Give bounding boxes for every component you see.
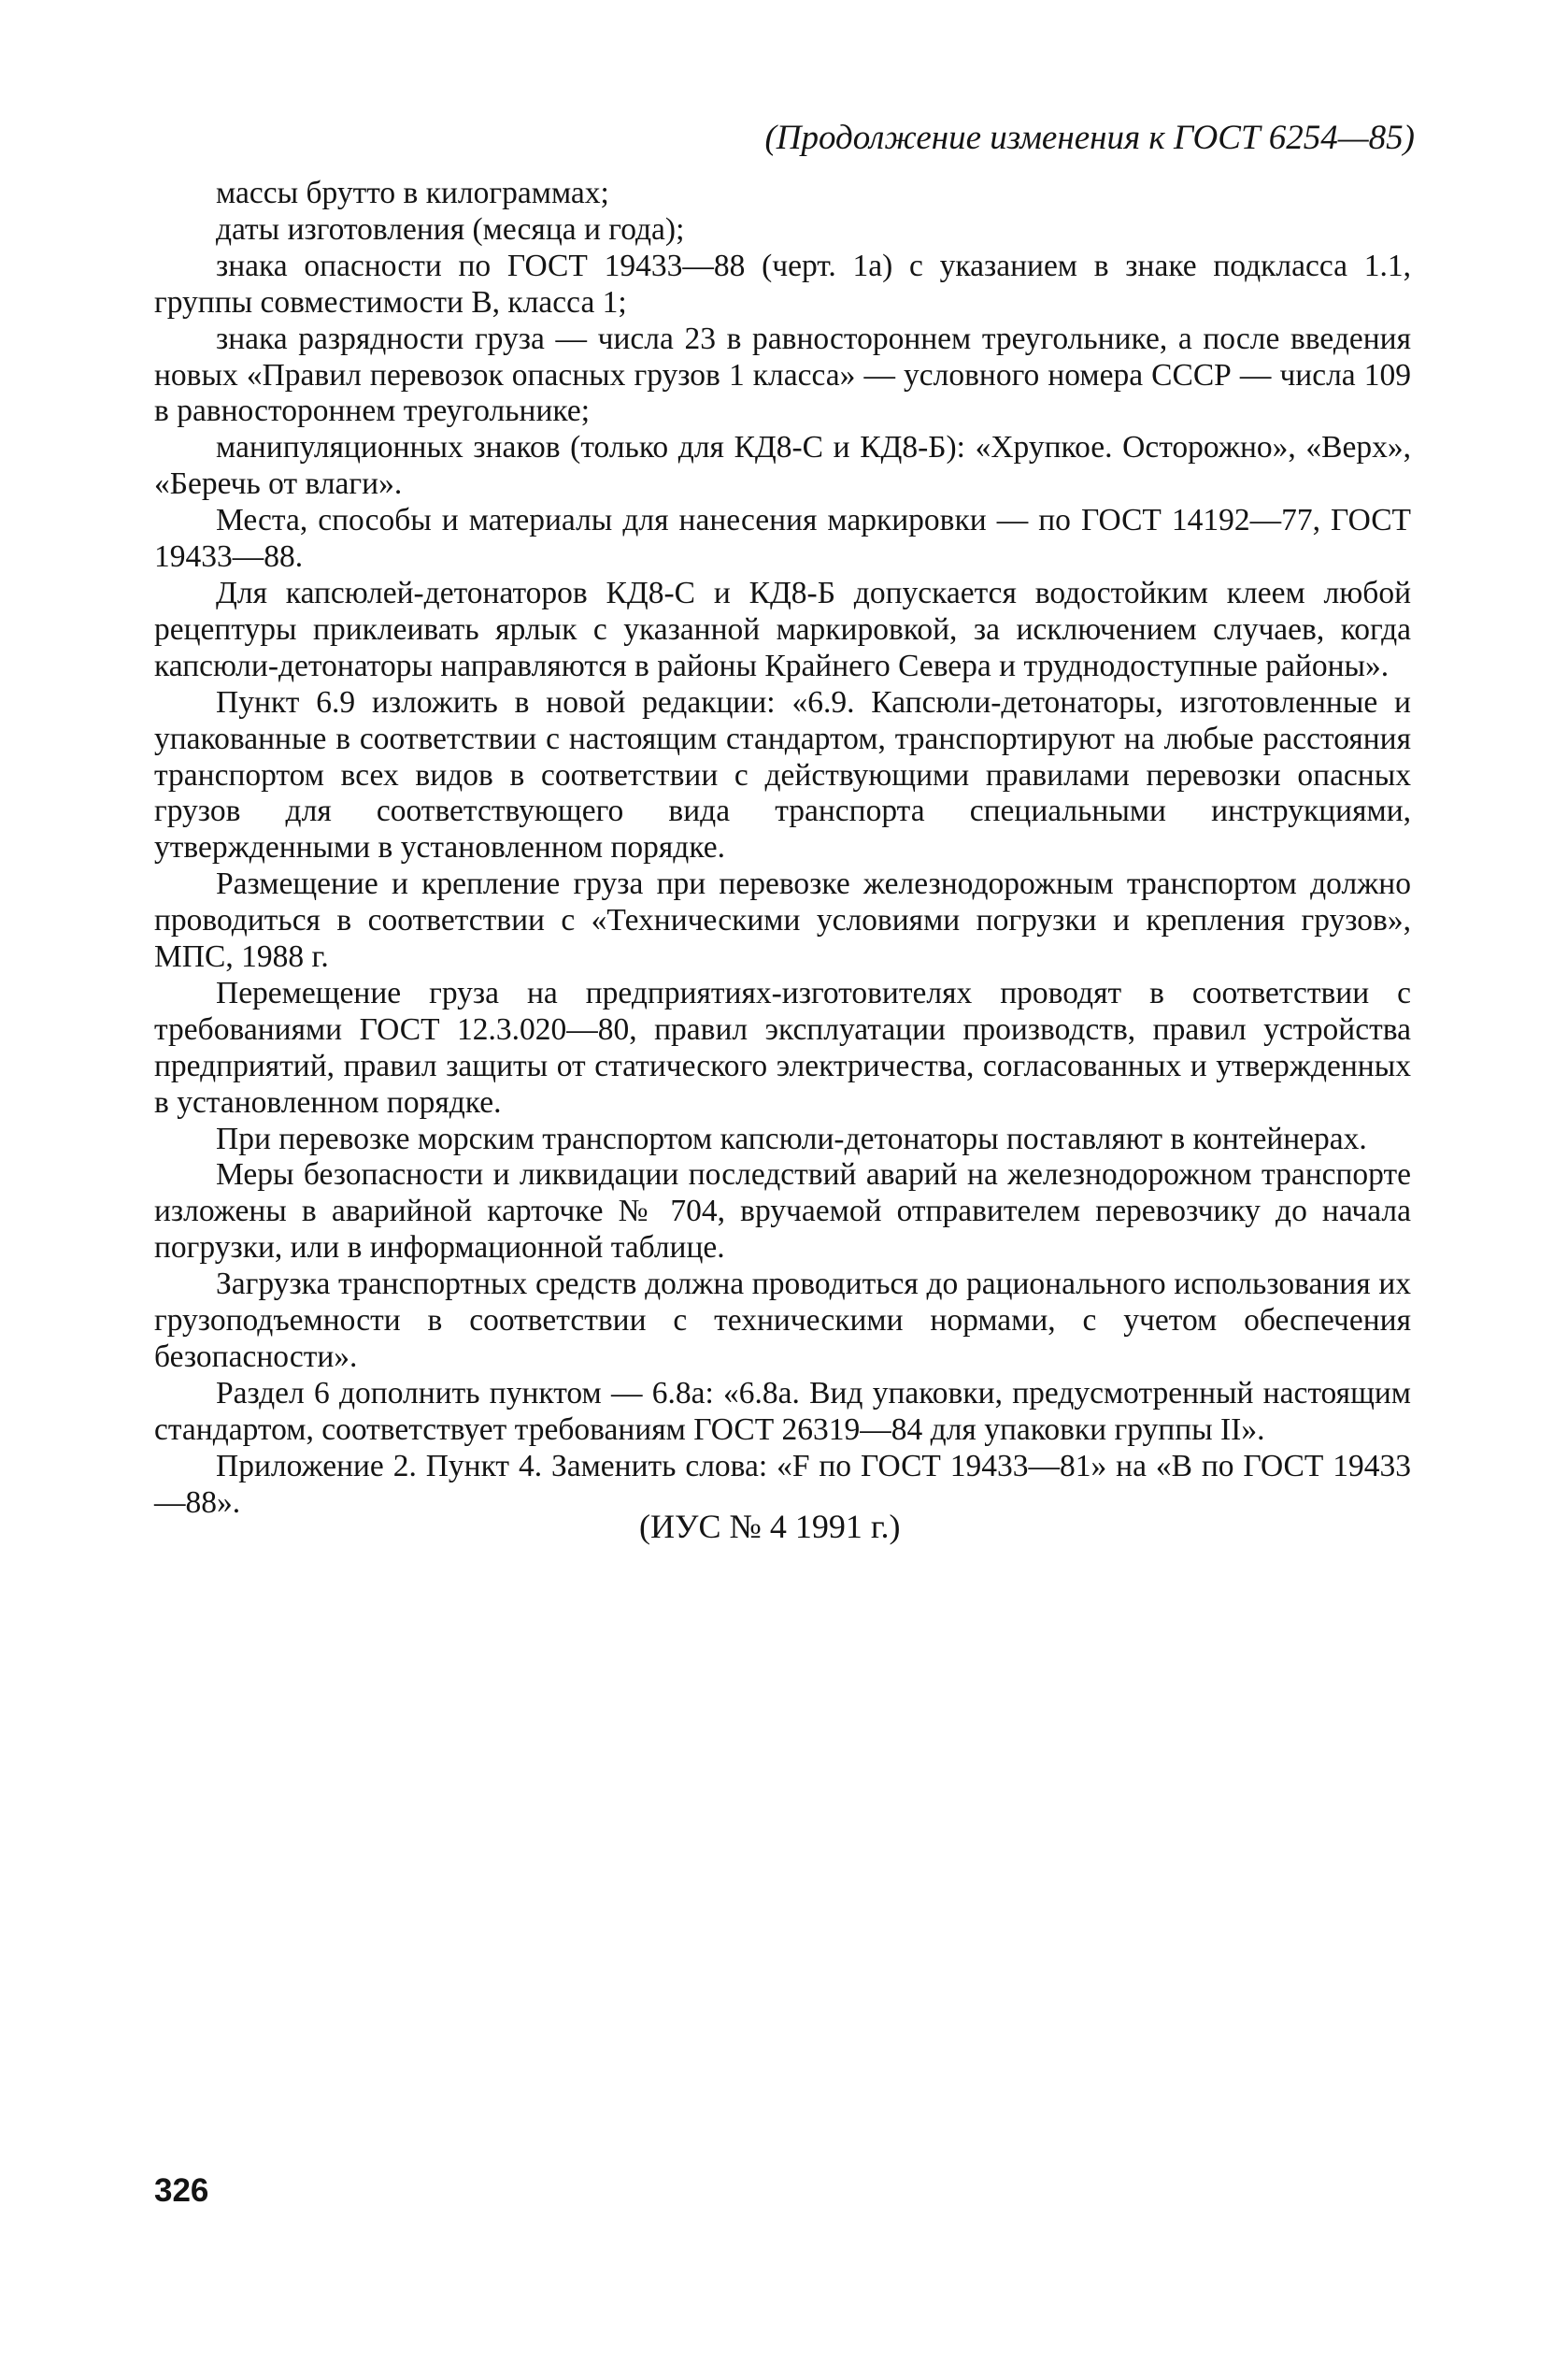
paragraph: Места, способы и материалы для нанесения маркировки — по ГОСТ 14192—77, ГОСТ 19433—88. xyxy=(154,503,1411,575)
paragraph: массы брутто в килограммах; xyxy=(216,176,609,210)
paragraph: Пункт 6.9 изложить в новой редакции: «6.9. Капсюли-детонаторы, изготовленные и упакованные в соответствии с настоящим стандартом, транспортируют на любые расстояния транспортом всех видов в соответствии с действующими правилами перевозки опасных грузов для соответствующего вида транспорта специальными инструкциями, утвержденными в установленном порядке. xyxy=(154,684,1411,866)
page-number: 326 xyxy=(154,2172,209,2209)
paragraph: Размещение и крепление груза при перевозке железнодорожным транспортом должно проводиться в соответствии с «Техническими условиями погрузки и крепления грузов», МПС, 1988 г. xyxy=(154,866,1411,975)
paragraph: Для капсюлей-детонаторов КД8-С и КД8-Б допускается водостойким клеем любой рецептуры приклеивать ярлык с указанной маркировкой, за исключением случаев, когда капсюли-детонаторы направляются в районы Крайнего Севера и труднодоступные районы». xyxy=(154,575,1411,683)
paragraph: Приложение 2. Пункт 4. Заменить слова: «F по ГОСТ 19433—81» на «В по ГОСТ 19433—88». xyxy=(154,1448,1411,1520)
source-citation: (ИУС № 4 1991 г.) xyxy=(639,1508,901,1545)
paragraph: манипуляционных знаков (только для КД8-С и КД8-Б): «Хрупкое. Осторожно», «Верх», «Беречь от влаги». xyxy=(154,430,1411,502)
paragraph: Меры безопасности и ликвидации последствий аварий на железнодорожном транспорте изложены в аварийной карточке № 704, вручаемой отправителем перевозчику до начала погрузки, или в информационной таблице. xyxy=(154,1157,1411,1266)
document-body xyxy=(154,176,1411,1522)
paragraph: Перемещение груза на предприятиях-изготовителях проводят в соответствии с требованиями ГОСТ 12.3.020—80, правил эксплуатации производств, правил устройства предприятий, правил защиты от статического электричества, согласованных и утвержденных в установленном порядке. xyxy=(154,975,1411,1120)
paragraph: знака опасности по ГОСТ 19433—88 (черт. 1а) с указанием в знаке подкласса 1.1, группы совместимости В, класса 1; xyxy=(154,248,1411,320)
paragraph: Раздел 6 дополнить пунктом — 6.8а: «6.8а. Вид упаковки, предусмотренный настоящим стандартом, соответствует требованиям ГОСТ 26319—84 для упаковки группы II». xyxy=(154,1375,1411,1447)
paragraph: При перевозке морским транспортом капсюли-детонаторы поставляют в контейнерах. xyxy=(216,1121,1367,1156)
page-header: (Продолжение изменения к ГОСТ 6254—85) xyxy=(764,119,1415,157)
paragraph: Загрузка транспортных средств должна проводиться до рационального использования их грузоподъемности в соответствии с техническими нормами, с учетом обеспечения безопасности». xyxy=(154,1267,1411,1374)
paragraph: даты изготовления (месяца и года); xyxy=(216,211,685,247)
paragraph: знака разрядности груза — числа 23 в равностороннем треугольнике, а после введения новых «Правил перевозок опасных грузов 1 класса» — условного номера СССР — числа 109 в равностороннем треугольнике; xyxy=(154,321,1411,429)
